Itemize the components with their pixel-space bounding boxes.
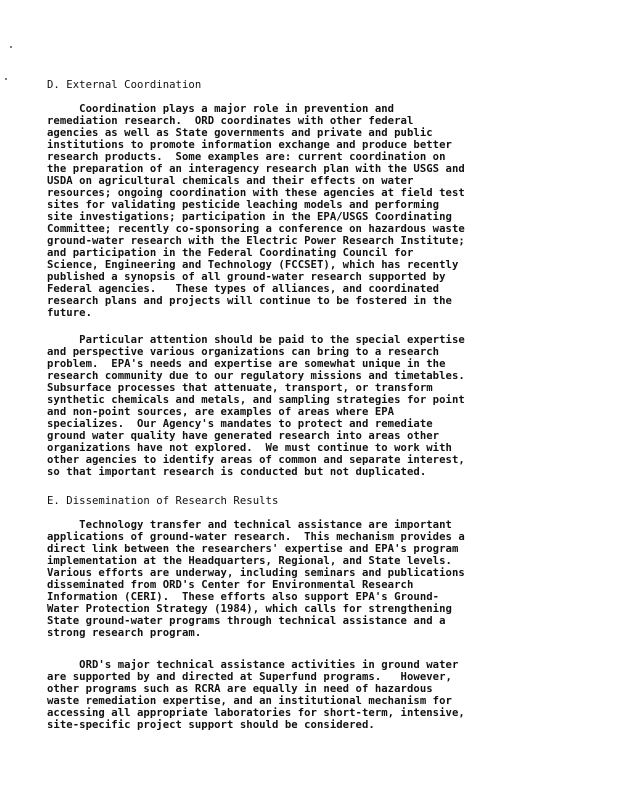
text-line: the preparation of an interagency research plan with the USGS and	[47, 163, 465, 175]
text-line: organizations have not explored. We must continue to work with	[47, 442, 452, 454]
text-line: Subsurface processes that attenuate, transport, or transform	[47, 382, 433, 394]
text-line: and perspective various organizations can bring to a research	[47, 346, 440, 358]
text-line: research products. Some examples are: current coordination on	[47, 151, 446, 163]
text-line: Coordination plays a major role in prevention and	[47, 103, 395, 115]
text-line: ORD's major technical assistance activities in ground water	[47, 659, 459, 671]
text-line: are supported by and directed at Superfund programs. However,	[47, 671, 452, 683]
text-line: ground-water research with the Electric Power Research Institute;	[47, 235, 465, 247]
text-line: problem. EPA's needs and expertise are somewhat unique in the	[47, 358, 446, 370]
text-line: sites for validating pesticide leaching models and performing	[47, 199, 440, 211]
text-line: and non-point sources, are examples of areas where EPA	[47, 406, 395, 418]
text-line: specializes. Our Agency's mandates to protect and remediate	[47, 418, 433, 430]
text-line: State ground-water programs through technical assistance and a	[47, 615, 446, 627]
text-line: applications of ground-water research. This mechanism provides a	[47, 531, 465, 543]
scan-speck	[10, 46, 12, 48]
text-line: implementation at the Headquarters, Regional, and State levels.	[47, 555, 452, 567]
text-line: direct link between the researchers' expertise and EPA's program	[47, 543, 459, 555]
text-line: Information (CERI). These efforts also support EPA's Ground-	[47, 591, 440, 603]
text-line: resources; ongoing coordination with these agencies at field test	[47, 187, 465, 199]
text-line: strong research program.	[47, 627, 202, 639]
text-line: agencies as well as State governments and private and public	[47, 127, 433, 139]
text-line: ground water quality have generated research into areas other	[47, 430, 440, 442]
text-line: published a synopsis of all ground-water research supported by	[47, 271, 446, 283]
text-line: Federal agencies. These types of alliances, and coordinated	[47, 283, 440, 295]
text-line: waste remediation expertise, and an institutional mechanism for	[47, 695, 452, 707]
scan-speck	[5, 78, 7, 80]
section-heading-e: E. Dissemination of Research Results	[47, 495, 279, 507]
text-line: Committee; recently co-sponsoring a conference on hazardous waste	[47, 223, 465, 235]
text-line: and participation in the Federal Coordinating Council for	[47, 247, 414, 259]
text-line: USDA on agricultural chemicals and their effects on water	[47, 175, 414, 187]
text-line: site-specific project support should be considered.	[47, 719, 375, 731]
text-line: so that important research is conducted but not duplicated.	[47, 466, 427, 478]
text-line: future.	[47, 307, 92, 319]
text-line: site investigations; participation in the EPA/USGS Coordinating	[47, 211, 452, 223]
text-line: other agencies to identify areas of common and separate interest,	[47, 454, 465, 466]
text-line: synthetic chemicals and metals, and sampling strategies for point	[47, 394, 465, 406]
text-line: disseminated from ORD's Center for Environmental Research	[47, 579, 414, 591]
text-line: Water Protection Strategy (1984), which calls for strengthening	[47, 603, 452, 615]
text-line: institutions to promote information exchange and produce better	[47, 139, 452, 151]
text-line: Science, Engineering and Technology (FCCSET), which has recently	[47, 259, 459, 271]
text-line: Technology transfer and technical assistance are important	[47, 519, 452, 531]
text-line: other programs such as RCRA are equally in need of hazardous	[47, 683, 433, 695]
text-line: Various efforts are underway, including seminars and publications	[47, 567, 465, 579]
text-line: accessing all appropriate laboratories for short-term, intensive,	[47, 707, 465, 719]
text-line: Particular attention should be paid to the special expertise	[47, 334, 465, 346]
text-line: remediation research. ORD coordinates with other federal	[47, 115, 414, 127]
text-line: research plans and projects will continue to be fostered in the	[47, 295, 452, 307]
section-heading-d: D. External Coordination	[47, 79, 202, 91]
text-line: research community due to our regulatory missions and timetables.	[47, 370, 465, 382]
